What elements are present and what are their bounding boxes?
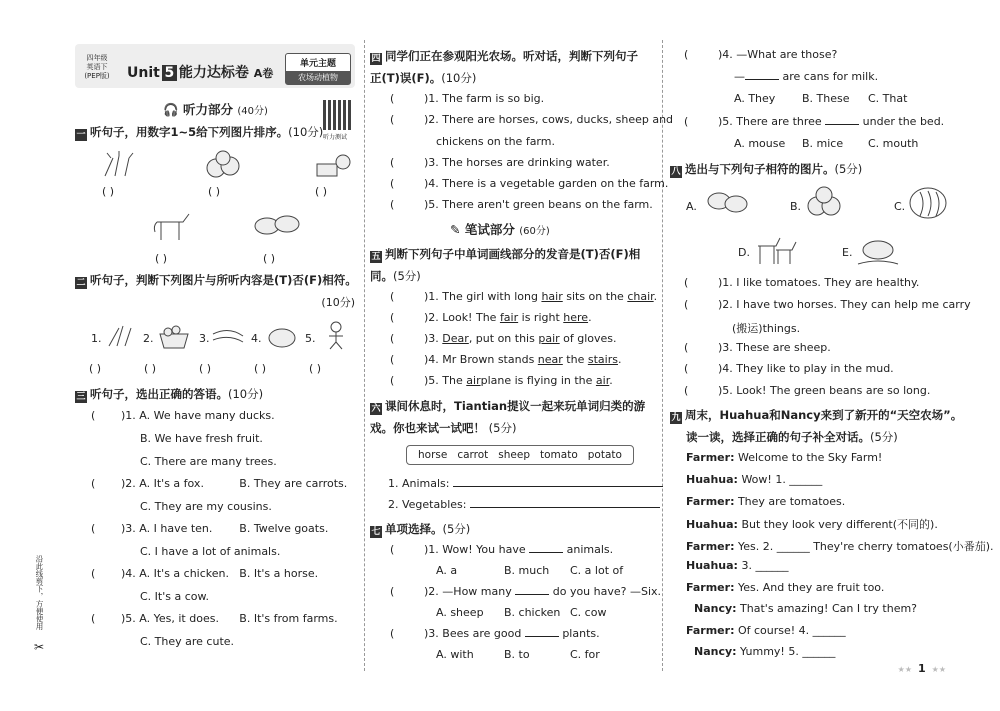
speaker: Farmer: <box>686 624 735 637</box>
section-4-score: (10分) <box>441 71 477 85</box>
statement-text: )5. Look! The green beans are so long. <box>718 384 931 397</box>
picture-horses-icon <box>754 232 798 268</box>
choice-7-3-options <box>436 648 600 661</box>
section-1-text: 听句子，用数字1~5给下列图片排序。 <box>90 125 289 139</box>
underlined-word: hair <box>541 290 563 303</box>
speech[interactable]: 3. ______ <box>737 559 789 572</box>
option-a[interactable]: A. I have ten. <box>139 522 213 535</box>
phonics-5-1: ( )1. The girl with long hair sits on the chair. <box>390 290 658 303</box>
answer-paren[interactable]: ( ) <box>155 252 168 265</box>
section-3-heading <box>75 386 263 403</box>
section-6-text2: 戏。你也来试一试吧！ <box>370 421 485 435</box>
picture-match-8-3: ( )3. These are sheep. <box>684 341 831 354</box>
pencil-icon: ✎ <box>450 222 461 237</box>
statement-4-5: ( )5. There aren't green beans on the farm. <box>390 198 653 211</box>
option-b[interactable]: B. Twelve goats. <box>239 522 329 535</box>
speech[interactable]: Yummy! 5. ______ <box>736 645 836 658</box>
statement-text: (搬运)things. <box>732 322 801 335</box>
section-4-text: 同学们正在参观阳光农场。听对话，判断下列句子 <box>385 49 638 63</box>
phonics-5-2: ( )2. Look! The fair is right here. <box>390 311 592 324</box>
speech: Yes. And they are fruit too. <box>734 581 885 594</box>
section-6-number: 六 <box>371 404 381 414</box>
question-number: )2. <box>424 311 439 324</box>
section-2-parens <box>89 362 364 375</box>
picture-sheep-icon <box>704 184 750 220</box>
answer-blank[interactable] <box>515 585 549 595</box>
writing-score: (60分) <box>519 226 550 237</box>
section-6-heading-2 <box>370 420 516 436</box>
speaker: Farmer: <box>686 451 735 464</box>
option-b[interactable]: B. We have fresh fruit. <box>140 432 263 445</box>
page-number <box>898 662 946 675</box>
statement-text: )1. I like tomatoes. They are healthy. <box>718 276 920 289</box>
question-number: )5. <box>424 374 439 387</box>
picture-carrots-icon <box>105 322 135 350</box>
sentence-part: . <box>617 353 622 366</box>
section-8-text: 选出与下列句子相符的图片。 <box>685 162 835 176</box>
picture-pigs-mud-icon <box>856 232 900 268</box>
question-number: )1. <box>424 543 439 556</box>
underlined-word: stairs <box>587 353 618 366</box>
underlined-word: air <box>595 374 610 387</box>
question-3-5: ( )5. A. Yes, it does. B. It's from farms. <box>91 612 338 625</box>
statement-4-4: ( )4. There is a vegetable garden on the farm. <box>390 177 669 190</box>
theme-value: 农场动植物 <box>286 71 350 84</box>
sentence-part: The girl with long <box>442 290 542 303</box>
choice-7-5-options <box>734 137 918 150</box>
sentence-part: plane is flying in the <box>480 374 596 387</box>
question-3-1: ( )1. A. We have many ducks. <box>91 409 275 422</box>
section-8-number: 八 <box>671 167 681 177</box>
statement-4-3: ( )3. The horses are drinking water. <box>390 156 610 169</box>
sentence-part: Mr Brown stands <box>442 353 538 366</box>
dialogue-line <box>694 645 835 658</box>
answer-blank[interactable] <box>525 627 559 637</box>
section-1-score: (10分) <box>288 125 324 139</box>
section-2-heading <box>75 272 357 289</box>
underlined-word: here <box>563 311 589 324</box>
dialogue-line <box>686 559 788 572</box>
section-5-score: (5分) <box>393 269 421 283</box>
header-box <box>75 44 355 88</box>
choice-7-3: ( )3. Bees are good plants. <box>390 627 600 640</box>
underlined-word: air <box>466 374 481 387</box>
picture-hen-icon <box>265 322 299 350</box>
option-a[interactable]: A. It's a fox. <box>139 477 204 490</box>
grade-line1: 四年级 <box>86 54 108 62</box>
question-number: )3. <box>424 627 439 640</box>
speech: But they look very different(不同的). <box>737 518 938 531</box>
qr-label: 听力测试 <box>323 134 348 141</box>
vegetables-line <box>388 498 660 511</box>
writing-title: 笔试部分 <box>464 222 515 237</box>
picture-eggs-basket-icon <box>157 320 191 350</box>
sentence-part: Wow! You have <box>442 543 530 556</box>
answer-paren[interactable]: ( ) <box>102 185 115 198</box>
sentence-part: The <box>442 374 467 387</box>
sentence-part: is right <box>518 311 564 324</box>
dialogue-line <box>686 538 994 554</box>
phonics-5-4: ( )4. Mr Brown stands near the stairs. <box>390 353 622 366</box>
theme-box <box>285 53 351 85</box>
dialogue-line <box>686 451 882 464</box>
option-c[interactable]: C. for <box>570 648 600 661</box>
column-middle <box>370 40 674 671</box>
statement-text: )2. There are horses, cows, ducks, sheep and <box>424 113 674 126</box>
sentence-part: — <box>734 70 745 83</box>
column-left <box>75 40 355 671</box>
listening-part-title <box>163 100 268 118</box>
underlined-word: near <box>537 353 563 366</box>
section-4-text2: 正(T)误(F)。 <box>370 71 442 85</box>
sentence-part: —What are those? <box>736 48 838 61</box>
picture-match-8-1: ( )1. I like tomatoes. They are healthy. <box>684 276 920 289</box>
speaker: Nancy: <box>694 645 737 658</box>
statement-text: )1. The farm is so big. <box>424 92 545 105</box>
sentence-part: , put on this <box>468 332 539 345</box>
answer-blank[interactable] <box>529 543 563 553</box>
paper-version: A卷 <box>253 67 274 80</box>
vegetables-blank[interactable] <box>470 498 660 508</box>
picture-label: 4. <box>251 332 262 345</box>
answer-paren[interactable]: ( ) <box>309 362 322 375</box>
option-b[interactable]: B. chicken <box>504 606 561 619</box>
sentence-part: There are three <box>736 115 826 128</box>
option-a[interactable]: A. mouse <box>734 137 786 150</box>
option-a[interactable]: A. sheep <box>436 606 484 619</box>
option-b[interactable]: B. much <box>504 564 550 577</box>
word-bank <box>406 445 634 465</box>
option-b[interactable]: B. to <box>504 648 530 661</box>
speech: That's amazing! Can I try them? <box>736 602 918 615</box>
option-c[interactable]: C. It's a cow. <box>140 590 209 603</box>
question-number: )3. <box>121 522 136 535</box>
headphone-icon: 🎧 <box>163 102 179 117</box>
section-7-number: 七 <box>371 527 381 537</box>
grade-line2: 英语下 <box>86 63 108 71</box>
question-number: )4. <box>121 567 136 580</box>
picture-carrots-icon <box>99 150 139 180</box>
choice-7-4-line2 <box>734 70 878 83</box>
statement-text: )4. They like to play in the mud. <box>718 362 894 375</box>
theme-label: 单元主题 <box>299 59 336 69</box>
star-icon: ★★ <box>931 665 946 674</box>
section-5-heading <box>370 246 640 263</box>
column-divider <box>662 40 663 671</box>
speaker: Huahua: <box>686 559 738 572</box>
choice-7-5: ( )5. There are three under the bed. <box>684 115 945 128</box>
sentence-part: plants. <box>558 627 600 640</box>
picture-tomatoes-icon <box>804 184 844 220</box>
listening-score: (40分) <box>237 106 268 117</box>
sentence-part: the <box>562 353 588 366</box>
option-c[interactable]: C. There are many trees. <box>140 455 277 468</box>
cut-line-text: 沿此线剪下，方便使用 <box>35 555 44 630</box>
picture-match-8-5: ( )5. Look! The green beans are so long. <box>684 384 931 397</box>
speaker: Nancy: <box>694 602 737 615</box>
choice-7-1-options <box>436 564 623 577</box>
speech[interactable]: Wow! 1. ______ <box>737 473 823 486</box>
answer-paren[interactable]: ( ) <box>315 185 328 198</box>
option-c[interactable]: C. a lot of <box>570 564 624 577</box>
picture-tomatoes-icon <box>203 148 243 180</box>
question-number: )5. <box>718 115 733 128</box>
option-c[interactable]: C. mouth <box>868 137 919 150</box>
section-9-text: 周末，Huahua和Nancy来到了新开的“天空农场”。 <box>685 408 963 422</box>
answer-paren[interactable]: ( ) <box>263 252 276 265</box>
statement-text: )3. The horses are drinking water. <box>424 156 610 169</box>
option-b[interactable]: B. It's from farms. <box>239 612 338 625</box>
picture-horse-icon <box>151 208 195 244</box>
speaker: Farmer: <box>686 540 735 553</box>
speaker: Farmer: <box>686 495 735 508</box>
statement-text: )2. I have two horses. They can help me carry <box>718 298 971 311</box>
choice-7-4: ( )4. —What are those? <box>684 48 838 61</box>
word-item: horse <box>418 449 448 461</box>
option-b[interactable]: B. They are carrots. <box>239 477 348 490</box>
choice-7-1: ( )1. Wow! You have animals. <box>390 543 614 556</box>
picture-chick-icon <box>313 150 353 180</box>
speaker: Huahua: <box>686 518 738 531</box>
picture-match-8-4: ( )4. They like to play in the mud. <box>684 362 894 375</box>
star-icon: ★★ <box>897 665 912 674</box>
grade-line3: (PEP版) <box>84 72 110 80</box>
dialogue-line <box>686 473 822 486</box>
speaker: Huahua: <box>686 473 738 486</box>
choice-7-2: ( )2. —How many do you have? —Six. <box>390 585 662 598</box>
unit-number: 5 <box>162 65 177 81</box>
scissors-icon: ✂ <box>34 640 45 654</box>
sentence-part: . <box>653 290 658 303</box>
sentence-part: Look! The <box>442 311 500 324</box>
sentence-part: are cans for milk. <box>779 70 879 83</box>
underlined-word: fair <box>499 311 519 324</box>
answer-blank[interactable] <box>745 70 779 80</box>
column-divider <box>364 40 365 671</box>
animals-label: 1. Animals: <box>388 477 450 490</box>
underlined-word: chair <box>627 290 654 303</box>
option-a[interactable]: A. with <box>436 648 474 661</box>
speech[interactable]: Of course! 4. ______ <box>734 624 846 637</box>
section-1-number: 一 <box>76 130 86 140</box>
question-number: )1. <box>424 290 439 303</box>
sentence-part: . <box>609 374 613 387</box>
option-c[interactable]: C. They are cute. <box>140 635 235 648</box>
grade-label <box>79 54 115 81</box>
listening-title: 听力部分 <box>182 102 233 117</box>
picture-pigs-icon <box>251 206 303 244</box>
picture-label: 3. <box>199 332 210 345</box>
section-9-text2: 读一读，选择正确的句子补全对话。 <box>686 430 870 444</box>
picture-beans-icon <box>211 326 245 346</box>
sentence-part: Bees are good <box>442 627 525 640</box>
word-item: potato <box>587 449 622 461</box>
question-number: )4. <box>424 353 439 366</box>
dialogue-line <box>686 495 845 508</box>
option-c[interactable]: C. cow <box>570 606 607 619</box>
option-a[interactable]: A. It's a chicken. <box>139 567 230 580</box>
choice-7-2-options <box>436 606 606 619</box>
section-9-number: 九 <box>671 413 681 423</box>
option-b[interactable]: B. It's a horse. <box>239 567 319 580</box>
option-a[interactable]: A. Yes, it does. <box>139 612 219 625</box>
option-a[interactable]: A. a <box>436 564 458 577</box>
column-right <box>670 40 994 671</box>
option-c[interactable]: C. That <box>868 92 908 105</box>
statement-text: )5. There aren't green beans on the farm. <box>424 198 653 211</box>
section-4-heading-2 <box>370 70 476 86</box>
option-a[interactable]: A. We have many ducks. <box>139 409 275 422</box>
answer-paren[interactable]: ( ) <box>199 362 212 375</box>
section-3-text: 听句子，选出正确的答语。 <box>90 387 228 401</box>
statement-text: )3. These are sheep. <box>718 341 831 354</box>
section-6-text: 课间休息时，Tiantian提议一起来玩单词归类的游 <box>385 399 646 413</box>
picture-label: C. <box>894 200 906 213</box>
section-1-heading <box>75 124 323 141</box>
sentence-part: animals. <box>563 543 614 556</box>
section-9-heading <box>670 407 962 424</box>
vegetables-label: 2. Vegetables: <box>388 498 467 511</box>
animals-blank[interactable] <box>453 477 663 487</box>
section-5-heading-2 <box>370 268 421 284</box>
section-9-score: (5分) <box>870 430 898 444</box>
picture-label: D. <box>738 246 750 259</box>
speech[interactable]: Yes. 2. ______ They're cherry tomatoes(小番茄). <box>734 540 994 553</box>
question-3-4: ( )4. A. It's a chicken. B. It's a horse. <box>91 567 319 580</box>
phonics-5-5: ( )5. The airplane is flying in the air. <box>390 374 613 387</box>
answer-paren[interactable]: ( ) <box>254 362 267 375</box>
unit-prefix: Unit <box>127 65 160 81</box>
question-number: )5. <box>121 612 136 625</box>
dialogue-line <box>686 581 884 594</box>
option-c[interactable]: C. They are my cousins. <box>140 500 272 513</box>
section-2-text: 听句子，判断下列图片与所听内容是(T)否(F)相符。 <box>90 273 357 287</box>
section-4-number: 四 <box>371 54 381 64</box>
question-number: )4. <box>718 48 733 61</box>
underlined-word: pair <box>538 332 560 345</box>
word-item: tomato <box>540 449 578 461</box>
question-number: )1. <box>121 409 136 422</box>
section-6-heading <box>370 398 645 415</box>
word-item: carrot <box>457 449 489 461</box>
section-3-score: (10分) <box>228 387 264 401</box>
dialogue-line <box>694 602 917 615</box>
section-5-text: 判断下列句子中单词画线部分的发音是(T)否(F)相 <box>385 247 641 261</box>
underlined-word: Dear <box>442 332 469 345</box>
section-6-score: (5分) <box>488 421 517 435</box>
sentence-part: sits on the <box>562 290 628 303</box>
section-8-score: (5分) <box>834 162 863 176</box>
sentence-part: —How many <box>442 585 516 598</box>
question-number: )3. <box>424 332 439 345</box>
question-3-3: ( )3. A. I have ten. B. Twelve goats. <box>91 522 329 535</box>
word-item: sheep <box>498 449 531 461</box>
unit-title <box>127 62 273 82</box>
picture-label: 2. <box>143 332 154 345</box>
section-2-score: (10分) <box>321 296 355 309</box>
section-7-heading <box>370 521 470 538</box>
picture-farmer-icon <box>319 320 353 350</box>
statement-4-1: ( )1. The farm is so big. <box>390 92 545 105</box>
answer-paren[interactable]: ( ) <box>208 185 221 198</box>
section-3-number: 三 <box>76 392 86 402</box>
phonics-5-3: ( )3. Dear, put on this pair of gloves. <box>390 332 617 345</box>
question-3-2: ( )2. A. It's a fox. B. They are carrots. <box>91 477 348 490</box>
answer-paren[interactable]: ( ) <box>89 362 102 375</box>
picture-label: A. <box>686 200 697 213</box>
section-4-heading <box>370 48 638 65</box>
section-8-heading <box>670 161 862 178</box>
question-number: )2. <box>121 477 136 490</box>
picture-label: E. <box>842 246 853 259</box>
section-7-score: (5分) <box>442 522 471 536</box>
option-b[interactable]: B. mice <box>802 137 844 150</box>
statement-text: )4. There is a vegetable garden on the farm. <box>424 177 669 190</box>
sentence-part: of gloves. <box>559 332 617 345</box>
sentence-part: . <box>588 311 592 324</box>
picture-match-8-2: ( )2. I have two horses. They can help me carry <box>684 298 971 311</box>
speech: Welcome to the Sky Farm! <box>734 451 883 464</box>
picture-label: 5. <box>305 332 316 345</box>
picture-label: 1. <box>91 332 102 345</box>
choice-7-4-options <box>734 92 907 105</box>
answer-blank[interactable] <box>825 115 859 125</box>
section-9-heading-2 <box>686 429 898 445</box>
animals-line <box>388 477 663 490</box>
paper-title: 能力达标卷 <box>178 65 249 81</box>
writing-part-title <box>450 220 550 238</box>
section-2-number: 二 <box>76 278 86 288</box>
answer-paren[interactable]: ( ) <box>144 362 157 375</box>
sentence-part: under the bed. <box>859 115 945 128</box>
statement-4-2: ( )2. There are horses, cows, ducks, sheep and <box>390 113 674 126</box>
option-b[interactable]: B. These <box>802 92 850 105</box>
question-number: )2. <box>424 585 439 598</box>
speaker: Farmer: <box>686 581 735 594</box>
picture-beans-icon <box>908 186 948 220</box>
page-number-value: 1 <box>918 662 926 675</box>
section-5-number: 五 <box>371 252 381 262</box>
qr-code[interactable] <box>323 100 353 130</box>
dialogue-line <box>686 516 938 532</box>
statement-text: chickens on the farm. <box>436 135 555 148</box>
option-a[interactable]: A. They <box>734 92 776 105</box>
dialogue-line <box>686 624 846 637</box>
section-5-text2: 同。 <box>370 269 393 283</box>
picture-label: B. <box>790 200 802 213</box>
speech: They are tomatoes. <box>734 495 846 508</box>
option-c[interactable]: C. I have a lot of animals. <box>140 545 281 558</box>
sentence-part: do you have? —Six. <box>549 585 662 598</box>
section-7-text: 单项选择。 <box>385 522 443 536</box>
